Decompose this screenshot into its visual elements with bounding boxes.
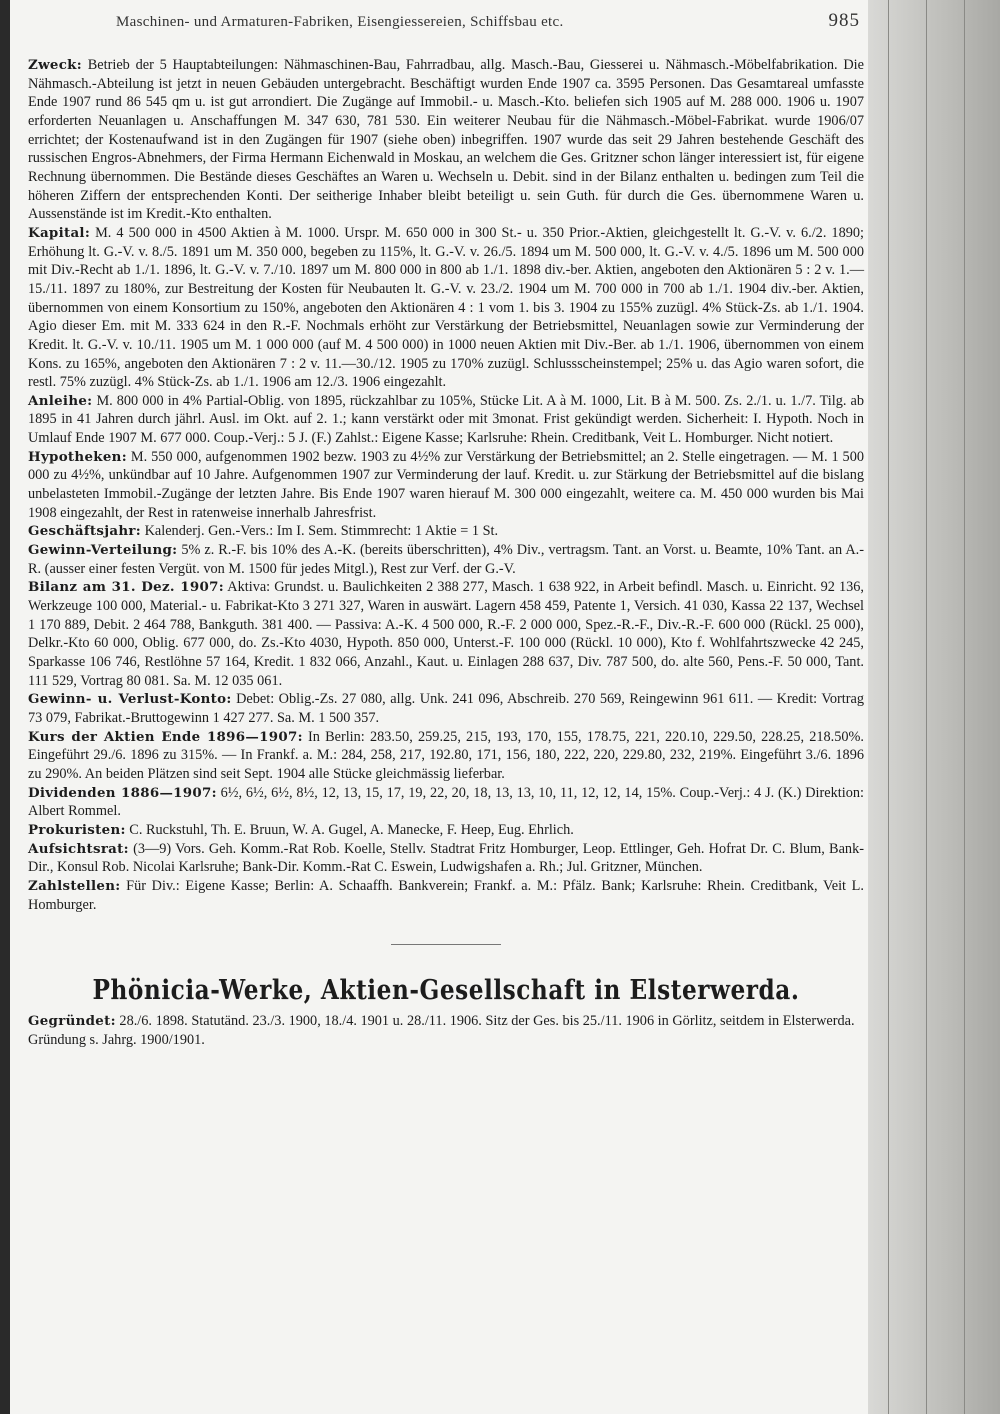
page-number: 985 <box>828 10 860 31</box>
entry-label: Geschäftsjahr: <box>28 523 141 540</box>
entry-text: In Berlin: 283.50, 259.25, 215, 193, 170, 155, 178.75, 221, 220.10, 229.50, 228.25, 218.50%. Eingeführt 29./6. 1896 zu 315%. — In Frankf. a. M.: 284, 258, 217, 192.80, 171, 156, 180, 222, 220, 229.80, 232, 219%. Eingeführt 3./6. 1896 zu 290%. An beiden Plätzen sind seit Sept. 1904 alle Stücke gleichmässig lieferbar. <box>28 728 865 782</box>
entry-label: Kurs der Aktien Ende 1896—1907: <box>28 728 303 745</box>
entry-text: M. 550 000, aufgenommen 1902 bezw. 1903 zu 4½% zur Verstärkung der Betriebsmittel; an 2. Stelle eingetragen. — M. 1 500 000 zu 4½%, unkündbar auf 10 Jahre. Aufgenommen 1907 zur Verminderung der lauf. Kredit. u. zur Stärkung der Betriebsmittel auf die bislang unbelasteten Immobil.-Zugänge der letzten Jahre. Bis Ende 1907 waren hierauf M. 300 000 eingezahlt, weitere ca. M. 450 000 wurden bis Mai 1908 eingezahlt, der Rest in ratenweise innerhalb Jahresfrist. <box>28 448 864 521</box>
entry-paragraph <box>28 690 864 727</box>
entry-text: (3—9) Vors. Geh. Komm.-Rat Rob. Koelle, Stellv. Stadtrat Fritz Homburger, Leop. Ettlinger, Geh. Hofrat Dr. C. Blum, Bank-Dir., Konsul Rob. Nicolai Karlsruhe; Bank-Dir. Komm.-Rat C. Eswein, Ludwigshafen a. Rh.; Jul. Gritzner, München. <box>28 840 864 876</box>
entry-paragraph <box>28 448 864 523</box>
founded-label: Gegründet: <box>28 1013 116 1030</box>
entry-paragraph <box>28 877 864 914</box>
founded-text: 28./6. 1898. Statutänd. 23./3. 1900, 18./4. 1901 u. 28./11. 1906. Sitz der Ges. bis 25./11. 1906 in Görlitz, seitdem in Elsterwerda. Gründung s. Jahrg. 1900/1901. <box>28 1013 855 1048</box>
entry-label: Bilanz am 31. Dez. 1907: <box>28 579 225 596</box>
entry-label: Zahlstellen: <box>28 877 121 894</box>
entry-label: Aufsichtsrat: <box>28 840 129 857</box>
entry-label: Gewinn- u. Verlust-Konto: <box>28 691 232 708</box>
entry-text: C. Ruckstuhl, Th. E. Bruun, W. A. Gugel, A. Manecke, F. Heep, Eug. Ehrlich. <box>125 821 574 838</box>
entry-text: Kalenderj. Gen.-Vers.: Im I. Sem. Stimmrecht: 1 Aktie = 1 St. <box>141 523 499 540</box>
entry-paragraph <box>28 784 864 821</box>
entry-paragraph <box>28 56 864 224</box>
entry-text: Aktiva: Grundst. u. Baulichkeiten 2 388 277, Masch. 1 638 922, in Arbeit befindl. Masch. u. Einricht. 92 136, Werkzeuge 100 000, Material.- u. Fabrikat-Kto 3 271 327, Waren in auswärt. Lagern 458 459, Patente 1, Versich. 41 030, Kassa 22 137, Wechsel 1 170 889, Debit. 2 464 788, Bankguth. 381 400. — Passiva: A.-K. 4 500 000, R.-F. 2 000 000, Spez.-R.-F., Div.-R.-F. 600 000 (Rückl. 25 000), Delkr.-Kto 60 000, Oblig. 677 000, do. Zs.-Kto 4030, Hypoth. 850 000, Unterst.-F. 100 000 (Rückl. 10 000), Kto f. Wohlfahrtszwecke 42 245, Sparkasse 106 746, Restlöhne 57 164, Kredit. 1 832 066, Anzahl., Kaut. u. Einlagen 288 637, Div. 787 500, do. alte 560, Pens.-F. 50 000, Tant. 111 529, Vortrag 80 081. Sa. M. 12 035 061. <box>28 579 865 689</box>
entry-label: Gewinn-Verteilung: <box>28 542 178 559</box>
entry-text: M. 4 500 000 in 4500 Aktien à M. 1000. Urspr. M. 650 000 in 300 St.- u. 350 Prior.-Aktien, gleichgestellt lt. G.-V. v. 6./2. 1890; Erhöhung lt. G.-V. v. 8./5. 1891 um M. 350 000, begeben zu 115%, lt. G.-V. v. 26./5. 1894 um M. 500 000, lt. G.-V. v. 4./5. 1896 um M. 500 000 mit Div.-Recht ab 1./1. 1896, lt. G.-V. v. 7./10. 1897 um M. 800 000 in 800 ab 1./1. 1898 div.-ber. Aktien, angeboten den Aktionären 5 : 2 v. 1.—15./11. 1897 zu 180%, zur Bestreitung der Kosten für Neubauten lt. G.-V. v. 23./2. 1904 um M. 700 000 in 700 ab 1./1. 1904 div.-ber. Aktien, übernommen von einem Konsortium zu 150%, angeboten den Aktionären 4 : 1 vom 1. bis 3. 1904 zu 155% zuzügl. 4% Stück-Zs. ab 1./1. 1904. Agio dieser Em. mit M. 333 624 in den R.-F. Nochmals erhöht zur Verstärkung der Betriebsmittel, Neuanlagen sowie zur Verminderung der Kredit. lt. G.-V. v. 10./11. 1905 um M. 1 000 000 (auf M. 4 500 000) in 1000 neuen Aktien mit Div.-Ber. ab 1./1. 1906, übernommen von einem Kons. zu 165%, angeboten den Aktionären 7 : 2 v. 11.—30./12. 1905 zu 170% zuzügl. Schlussscheinstempel; 25% u. das Agio waren sofort, die restl. 75% zuzügl. 4% Stück-Zs. ab 1./1. 1906 am 12./3. 1906 eingezahlt. <box>28 224 864 391</box>
entry-text: Debet: Oblig.-Zs. 27 080, allg. Unk. 241 096, Abschreib. 270 569, Reingewinn 961 611. — Kredit: Vortrag 73 079, Fabrikat.-Bruttogewinn 1 427 277. Sa. M. 1 500 357. <box>28 691 864 726</box>
entry-text: 6½, 6½, 6½, 8½, 12, 13, 15, 17, 19, 22, 20, 18, 13, 13, 10, 11, 12, 12, 14, 15%. Coup.-Verj.: 4 J. (K.) Direktion: Albert Rommel. <box>28 784 864 820</box>
entry-paragraph <box>28 840 864 877</box>
entry-label: Anleihe: <box>28 392 93 409</box>
founded-paragraph <box>28 1012 864 1049</box>
entry-paragraph <box>28 578 864 690</box>
entry-paragraph <box>28 392 864 448</box>
entry-label: Hypotheken: <box>28 448 127 465</box>
gutter-line <box>926 0 927 1414</box>
entry-paragraph <box>28 728 864 784</box>
entries-body <box>28 56 864 914</box>
scan-right-gutter <box>868 0 1000 1414</box>
page-header <box>116 10 860 32</box>
entry-paragraph <box>28 224 864 392</box>
document-page <box>28 10 864 1050</box>
gutter-line <box>964 0 965 1414</box>
running-title: Maschinen- und Armaturen-Fabriken, Eisengiessereien, Schiffsbau etc. <box>116 14 564 30</box>
entry-paragraph <box>28 541 864 578</box>
entry-text: 5% z. R.-F. bis 10% des A.-K. (bereits überschritten), 4% Div., vertragsm. Tant. an Vorst. u. Beamte, 10% Tant. an A.-R. (ausser einer festen Vergüt. von M. 1500 für jedes Mitgl.), Rest zur Verf. der G.-V. <box>28 542 864 577</box>
company-title: Phönicia-Werke, Aktien-Gesellschaft in Elsterwerda. <box>92 975 800 1007</box>
gutter-line <box>888 0 889 1414</box>
entry-text: Betrieb der 5 Hauptabteilungen: Nähmaschinen-Bau, Fahrradbau, allg. Masch.-Bau, Giesserei u. Nähmasch.-Möbelfabrikation. Die Nähmasch.-Abteilung ist jetzt in neuen Gebäuden untergebracht. Beschäftigt wurden Ende 1907 ca. 3595 Personen. Das Gesamtareal umfasste Ende 1907 rund 86 545 qm u. ist gut arrondiert. Die Zugänge auf Immobil.- u. Masch.-Kto. beliefen sich 1905 auf M. 288 000. 1906 u. 1907 erforderten Neuanlagen u. Anschaffungen M. 347 630, 781 530. Ein weiterer Neubau für die Nähmasch.-Möbel-Fabrikat. wurde 1906/07 errichtet; der Kostenaufwand ist in den Zugängen für 1907 (siehe oben) inbegriffen. 1907 wurde das seit 29 Jahren bestehende Geschäft des russischen Engros-Abnehmers, der Firma Hermann Eichenwald in Moskau, an welchem die Ges. Gritzner schon länger interessiert ist, für eigene Rechnung übernommen. Die Bestände dieses Geschäftes an Waren u. Wechseln u. Debit. sind in der Bilanz enthalten u. bedingen zum Teil die höheren Ziffern der entsprechenden Konti. Der seitherige Inhaber bleibt beteiligt u. sein Guth. für durch die Ges. übernommene Waren u. Aussenstände ist im Kredit.-Kto enthalten. <box>28 57 864 223</box>
entry-paragraph <box>28 821 864 840</box>
entry-label: Prokuristen: <box>28 821 126 838</box>
section-separator <box>391 944 501 945</box>
scan-left-edge <box>0 0 10 1414</box>
entry-text: Für Div.: Eigene Kasse; Berlin: A. Schaaffh. Bankverein; Frankf. a. M.: Pfälz. Bank; Karlsruhe: Rhein. Creditbank, Veit L. Homburger. <box>28 877 864 913</box>
entry-paragraph <box>28 522 864 541</box>
entry-label: Kapital: <box>28 224 91 241</box>
entry-label: Dividenden 1886—1907: <box>28 784 217 801</box>
entry-text: M. 800 000 in 4% Partial-Oblig. von 1895, rückzahlbar zu 105%, Stücke Lit. A à M. 1000, Lit. B à M. 500. Zs. 2./1. u. 1./7. Tilg. ab 1895 in 41 Jahren durch jährl. Ausl. im Okt. auf 2. 1.; kann verstärkt oder mit 3monat. Frist gekündigt werden. Sicherheit: I. Hypoth. Noch in Umlauf Ende 1907 M. 677 000. Coup.-Verj.: 5 J. (F.) Zahlst.: Eigene Kasse; Karlsruhe: Rhein. Creditbank, Veit L. Homburger. Nicht notiert. <box>28 392 864 447</box>
entry-label: Zweck: <box>28 57 82 73</box>
